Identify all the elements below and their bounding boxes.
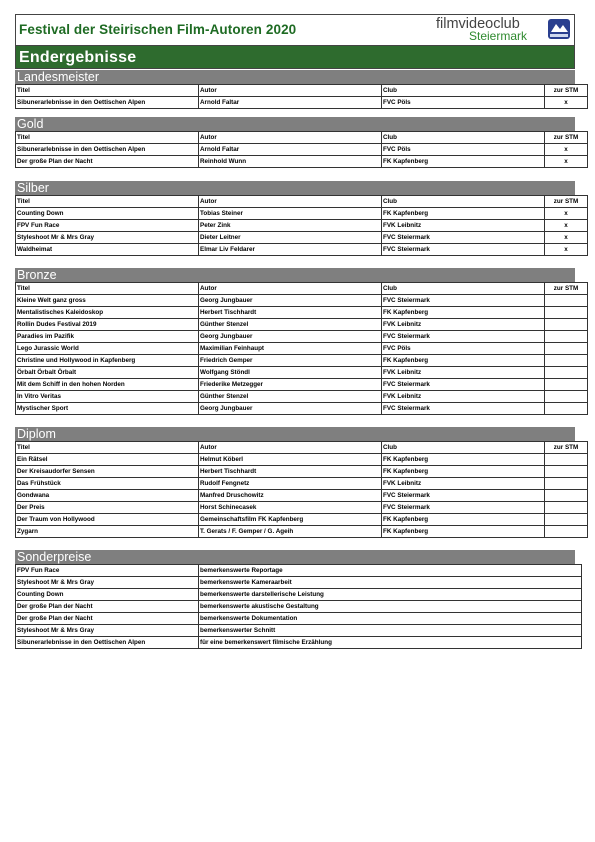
film-title-cell: In Vitro Veritas bbox=[16, 391, 199, 403]
stm-cell: x bbox=[545, 156, 588, 168]
club-cell: FK Kapfenberg bbox=[382, 355, 545, 367]
club-cell: FK Kapfenberg bbox=[382, 307, 545, 319]
column-club: Club bbox=[382, 283, 545, 295]
results-page bbox=[15, 14, 575, 69]
stm-cell bbox=[545, 514, 588, 526]
column-autor: Autor bbox=[199, 132, 382, 144]
stm-cell: x bbox=[545, 208, 588, 220]
section-silber bbox=[15, 181, 579, 256]
club-cell: FVK Leibnitz bbox=[382, 367, 545, 379]
column-autor: Autor bbox=[199, 85, 382, 97]
stm-cell bbox=[545, 295, 588, 307]
author-cell: Herbert Tischhardt bbox=[199, 466, 382, 478]
author-cell: Friederike Metzegger bbox=[199, 379, 382, 391]
author-cell: Georg Jungbauer bbox=[199, 331, 382, 343]
author-cell: Georg Jungbauer bbox=[199, 295, 382, 307]
table-row bbox=[16, 232, 588, 244]
film-title-cell: Ein Rätsel bbox=[16, 454, 199, 466]
column-titel: Titel bbox=[16, 196, 199, 208]
table-header-row bbox=[16, 283, 588, 295]
section-gold bbox=[15, 117, 579, 168]
table-row bbox=[16, 367, 588, 379]
table-row bbox=[16, 514, 588, 526]
film-title-cell: Der große Plan der Nacht bbox=[16, 156, 199, 168]
table-row bbox=[16, 355, 588, 367]
author-cell: Helmut Köberl bbox=[199, 454, 382, 466]
author-cell: Friedrich Gemper bbox=[199, 355, 382, 367]
section-title: Gold bbox=[15, 117, 575, 131]
column-club: Club bbox=[382, 132, 545, 144]
award-cell: bemerkenswerte Kameraarbeit bbox=[199, 577, 582, 589]
film-title-cell: Mit dem Schiff in den hohen Norden bbox=[16, 379, 199, 391]
section-diplom bbox=[15, 427, 579, 538]
club-cell: FVK Leibnitz bbox=[382, 478, 545, 490]
stm-cell bbox=[545, 319, 588, 331]
table-row bbox=[16, 220, 588, 232]
club-cell: FVK Leibnitz bbox=[382, 220, 545, 232]
film-title-cell: Waldheimat bbox=[16, 244, 199, 256]
section-title: Landesmeister bbox=[15, 70, 575, 84]
section-bronze bbox=[15, 268, 579, 415]
author-cell: Gemeinschaftsfilm FK Kapfenberg bbox=[199, 514, 382, 526]
film-title-cell: Lego Jurassic World bbox=[16, 343, 199, 355]
club-cell: FVC Steiermark bbox=[382, 403, 545, 415]
stm-cell bbox=[545, 478, 588, 490]
column-titel: Titel bbox=[16, 132, 199, 144]
club-logo bbox=[436, 16, 572, 44]
column-club: Club bbox=[382, 85, 545, 97]
column-autor: Autor bbox=[199, 442, 382, 454]
table-row bbox=[16, 466, 588, 478]
club-cell: FVC Steiermark bbox=[382, 502, 545, 514]
stm-cell bbox=[545, 526, 588, 538]
club-cell: FK Kapfenberg bbox=[382, 514, 545, 526]
film-title-cell: Sibunerarlebnisse in den Oettischen Alpen bbox=[16, 144, 199, 156]
column-stm: zur STM bbox=[545, 283, 588, 295]
column-stm: zur STM bbox=[545, 196, 588, 208]
stm-cell: x bbox=[545, 97, 588, 109]
table-row bbox=[16, 307, 588, 319]
stm-cell bbox=[545, 343, 588, 355]
author-cell: Elmar Liv Feldarer bbox=[199, 244, 382, 256]
table-row bbox=[16, 454, 588, 466]
film-title-cell: Sibunerarlebnisse in den Oettischen Alpen bbox=[16, 97, 199, 109]
stm-cell bbox=[545, 403, 588, 415]
table-header-row bbox=[16, 196, 588, 208]
author-cell: Peter Zink bbox=[199, 220, 382, 232]
film-title-cell: Styleshoot Mr & Mrs Gray bbox=[16, 625, 199, 637]
results-table bbox=[15, 131, 588, 168]
table-row bbox=[16, 526, 588, 538]
table-row bbox=[16, 244, 588, 256]
table-header-row bbox=[16, 442, 588, 454]
results-table bbox=[15, 195, 588, 256]
film-title-cell: Der Kreisaudorfer Sensen bbox=[16, 466, 199, 478]
table-row bbox=[16, 478, 588, 490]
author-cell: Arnold Faltar bbox=[199, 144, 382, 156]
author-cell: Georg Jungbauer bbox=[199, 403, 382, 415]
stm-cell bbox=[545, 355, 588, 367]
table-row bbox=[16, 502, 588, 514]
festival-title: Festival der Steirischen Film-Autoren 2020 bbox=[19, 22, 297, 37]
author-cell: Maximilian Feinhaupt bbox=[199, 343, 382, 355]
stm-cell bbox=[545, 367, 588, 379]
table-row bbox=[16, 156, 588, 168]
film-title-cell: Zygarn bbox=[16, 526, 199, 538]
column-stm: zur STM bbox=[545, 85, 588, 97]
film-title-cell: Mystischer Sport bbox=[16, 403, 199, 415]
club-cell: FK Kapfenberg bbox=[382, 208, 545, 220]
film-title-cell: Mentalistisches Kaleidoskop bbox=[16, 307, 199, 319]
film-title-cell: Styleshoot Mr & Mrs Gray bbox=[16, 232, 199, 244]
club-cell: FVK Leibnitz bbox=[382, 391, 545, 403]
club-cell: FVC Steiermark bbox=[382, 490, 545, 502]
award-cell: bemerkenswerte Reportage bbox=[199, 565, 582, 577]
author-cell: Wolfgang Stöndl bbox=[199, 367, 382, 379]
film-title-cell: Counting Down bbox=[16, 589, 199, 601]
film-title-cell: Kleine Welt ganz gross bbox=[16, 295, 199, 307]
club-cell: FVC Pöls bbox=[382, 144, 545, 156]
logo-line2: Steiermark bbox=[469, 29, 528, 43]
column-club: Club bbox=[382, 196, 545, 208]
stm-cell: x bbox=[545, 232, 588, 244]
stm-cell bbox=[545, 502, 588, 514]
stm-cell: x bbox=[545, 220, 588, 232]
award-cell: bemerkenswerte Dokumentation bbox=[199, 613, 582, 625]
club-cell: FVC Steiermark bbox=[382, 295, 545, 307]
author-cell: Manfred Druschowitz bbox=[199, 490, 382, 502]
film-title-cell: Örbalt Örbalt Örbalt bbox=[16, 367, 199, 379]
table-row bbox=[16, 565, 582, 577]
club-cell: FVC Steiermark bbox=[382, 244, 545, 256]
page-header bbox=[15, 14, 575, 45]
table-header-row bbox=[16, 132, 588, 144]
table-row bbox=[16, 331, 588, 343]
film-title-cell: Paradies im Pazifik bbox=[16, 331, 199, 343]
table-row bbox=[16, 613, 582, 625]
section-title: Sonderpreise bbox=[15, 550, 575, 564]
section-title: Diplom bbox=[15, 427, 575, 441]
stm-cell bbox=[545, 307, 588, 319]
stm-cell bbox=[545, 490, 588, 502]
stm-cell: x bbox=[545, 244, 588, 256]
results-table bbox=[15, 441, 588, 538]
column-autor: Autor bbox=[199, 196, 382, 208]
club-cell: FVK Leibnitz bbox=[382, 319, 545, 331]
table-row bbox=[16, 403, 588, 415]
author-cell: Tobias Steiner bbox=[199, 208, 382, 220]
column-stm: zur STM bbox=[545, 442, 588, 454]
film-title-cell: Gondwana bbox=[16, 490, 199, 502]
film-title-cell: Sibunerarlebnisse in den Oettischen Alpen bbox=[16, 637, 199, 649]
film-title-cell: FPV Fun Race bbox=[16, 220, 199, 232]
film-title-cell: FPV Fun Race bbox=[16, 565, 199, 577]
author-cell: Reinhold Wunn bbox=[199, 156, 382, 168]
club-cell: FK Kapfenberg bbox=[382, 466, 545, 478]
film-title-cell: Counting Down bbox=[16, 208, 199, 220]
column-stm: zur STM bbox=[545, 132, 588, 144]
table-row bbox=[16, 637, 582, 649]
author-cell: Herbert Tischhardt bbox=[199, 307, 382, 319]
film-title-cell: Christine und Hollywood in Kapfenberg bbox=[16, 355, 199, 367]
stm-cell bbox=[545, 331, 588, 343]
table-row bbox=[16, 97, 588, 109]
section-landesmeister bbox=[15, 70, 579, 109]
table-row bbox=[16, 208, 588, 220]
film-title-cell: Das Frühstück bbox=[16, 478, 199, 490]
page-title: Endergebnisse bbox=[15, 45, 575, 69]
table-row bbox=[16, 601, 582, 613]
table-row bbox=[16, 589, 582, 601]
club-cell: FVC Pöls bbox=[382, 343, 545, 355]
author-cell: Horst Schinecasek bbox=[199, 502, 382, 514]
logo-line1: filmvideoclub bbox=[436, 16, 520, 32]
award-cell: bemerkenswerter Schnitt bbox=[199, 625, 582, 637]
stm-cell bbox=[545, 466, 588, 478]
award-cell: bemerkenswerte darstellerische Leistung bbox=[199, 589, 582, 601]
award-cell: für eine bemerkenswert filmische Erzählung bbox=[199, 637, 582, 649]
film-title-cell: Styleshoot Mr & Mrs Gray bbox=[16, 577, 199, 589]
author-cell: Dieter Leitner bbox=[199, 232, 382, 244]
stm-cell bbox=[545, 391, 588, 403]
table-row bbox=[16, 490, 588, 502]
table-row bbox=[16, 379, 588, 391]
results-table bbox=[15, 282, 588, 415]
column-titel: Titel bbox=[16, 442, 199, 454]
club-cell: FK Kapfenberg bbox=[382, 156, 545, 168]
author-cell: Günther Stenzel bbox=[199, 391, 382, 403]
club-badge-icon bbox=[546, 16, 572, 42]
stm-cell bbox=[545, 379, 588, 391]
table-row bbox=[16, 144, 588, 156]
club-cell: FK Kapfenberg bbox=[382, 526, 545, 538]
author-cell: Arnold Faltar bbox=[199, 97, 382, 109]
table-row bbox=[16, 295, 588, 307]
table-row bbox=[16, 343, 588, 355]
author-cell: Rudolf Fengnetz bbox=[199, 478, 382, 490]
table-row bbox=[16, 319, 588, 331]
column-autor: Autor bbox=[199, 283, 382, 295]
column-titel: Titel bbox=[16, 85, 199, 97]
club-cell: FVC Steiermark bbox=[382, 232, 545, 244]
table-row bbox=[16, 577, 582, 589]
column-club: Club bbox=[382, 442, 545, 454]
table-row bbox=[16, 625, 582, 637]
club-cell: FVC Steiermark bbox=[382, 331, 545, 343]
stm-cell bbox=[545, 454, 588, 466]
column-titel: Titel bbox=[16, 283, 199, 295]
table-header-row bbox=[16, 85, 588, 97]
author-cell: Günther Stenzel bbox=[199, 319, 382, 331]
film-title-cell: Rollin Dudes Festival 2019 bbox=[16, 319, 199, 331]
stm-cell: x bbox=[545, 144, 588, 156]
film-title-cell: Der große Plan der Nacht bbox=[16, 601, 199, 613]
section-title: Silber bbox=[15, 181, 575, 195]
section-title: Bronze bbox=[15, 268, 575, 282]
film-title-cell: Der große Plan der Nacht bbox=[16, 613, 199, 625]
section-sonderpreise bbox=[15, 550, 575, 649]
club-cell: FVC Steiermark bbox=[382, 379, 545, 391]
club-cell: FK Kapfenberg bbox=[382, 454, 545, 466]
club-cell: FVC Pöls bbox=[382, 97, 545, 109]
author-cell: T. Gerats / F. Gemper / G. Ageih bbox=[199, 526, 382, 538]
film-title-cell: Der Preis bbox=[16, 502, 199, 514]
special-awards-table bbox=[15, 564, 582, 649]
award-cell: bemerkenswerte akustische Gestaltung bbox=[199, 601, 582, 613]
film-title-cell: Der Traum von Hollywood bbox=[16, 514, 199, 526]
results-table bbox=[15, 84, 588, 109]
table-row bbox=[16, 391, 588, 403]
